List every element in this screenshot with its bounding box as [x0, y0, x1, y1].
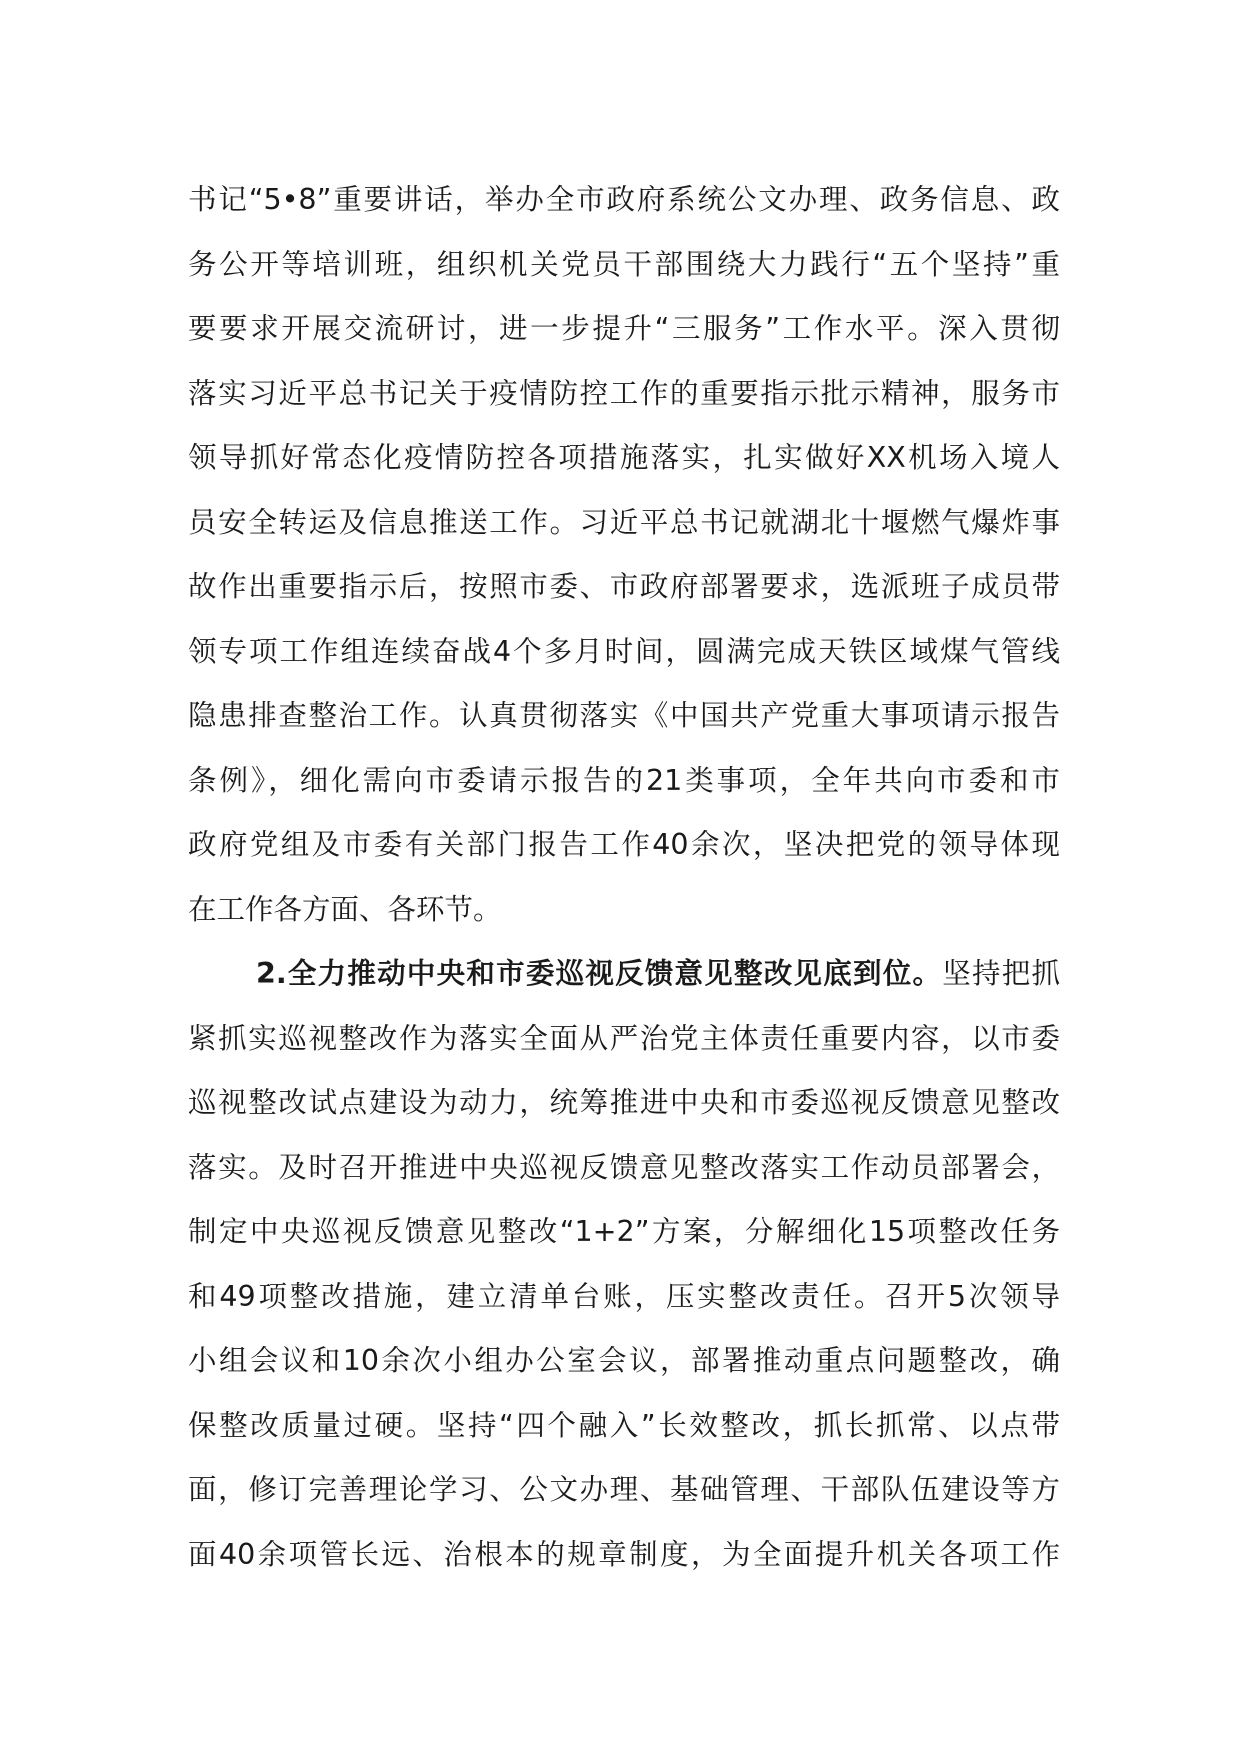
paragraph-first-line — [188, 942, 1060, 1007]
text-line: 领专项工作组连续奋战4个多月时间，圆满完成天铁区域煤气管线 — [188, 634, 1060, 668]
text-run: 坚持把抓 — [942, 957, 1060, 990]
text-line: 要要求开展交流研讨，进一步提升“三服务”工作水平。深入贯彻 — [188, 312, 1060, 345]
paragraph-1 — [188, 168, 1060, 942]
section-heading: 2.全力推动中央和市委巡视反馈意见整改见底到位。 — [256, 957, 943, 990]
text-line: 政府党组及市委有关部门报告工作40余次，坚决把党的领导体现 — [188, 828, 1060, 861]
text-line: 和49项整改措施，建立清单台账，压实整改责任。召开5次领导 — [188, 1279, 1060, 1313]
text-line: 务公开等培训班，组织机关党员干部围绕大力践行“五个坚持”重 — [188, 247, 1060, 281]
text-line: 面40余项管长远、治根本的规章制度，为全面提升机关各项工作 — [188, 1537, 1060, 1571]
text-line: 在工作各方面、各环节。 — [188, 892, 502, 926]
text-line: 领导抓好常态化疫情防控各项措施落实，扎实做好XX机场入境人 — [188, 441, 1060, 474]
paragraph-2 — [188, 942, 1060, 1587]
text-line: 条例》，细化需向市委请示报告的21类事项，全年共向市委和市 — [188, 763, 1060, 797]
text-line: 保整改质量过硬。坚持“四个融入”长效整改，抓长抓常、以点带 — [188, 1408, 1060, 1442]
text-line: 巡视整改试点建设为动力，统筹推进中央和市委巡视反馈意见整改 — [188, 1086, 1060, 1119]
text-line: 故作出重要指示后，按照市委、市政府部署要求，选派班子成员带 — [188, 570, 1060, 603]
text-line: 书记“5•8”重要讲话，举办全市政府系统公文办理、政务信息、政 — [188, 183, 1060, 216]
text-line: 落实习近平总书记关于疫情防控工作的重要指示批示精神，服务市 — [188, 376, 1060, 410]
text-line: 隐患排查整治工作。认真贯彻落实《中国共产党重大事项请示报告 — [188, 699, 1060, 732]
text-line: 紧抓实巡视整改作为落实全面从严治党主体责任重要内容，以市委 — [188, 1021, 1060, 1055]
text-line: 员安全转运及信息推送工作。习近平总书记就湖北十堰燃气爆炸事 — [188, 505, 1060, 539]
text-line: 制定中央巡视反馈意见整改“1+2”方案，分解细化15项整改任务 — [188, 1215, 1060, 1248]
text-line: 落实。及时召开推进中央巡视反馈意见整改落实工作动员部署会， — [188, 1150, 1060, 1184]
document-body — [188, 168, 1060, 1587]
text-line: 小组会议和10余次小组办公室会议，部署推动重点问题整改，确 — [188, 1344, 1060, 1377]
text-line: 面，修订完善理论学习、公文办理、基础管理、干部队伍建设等方 — [188, 1473, 1060, 1506]
